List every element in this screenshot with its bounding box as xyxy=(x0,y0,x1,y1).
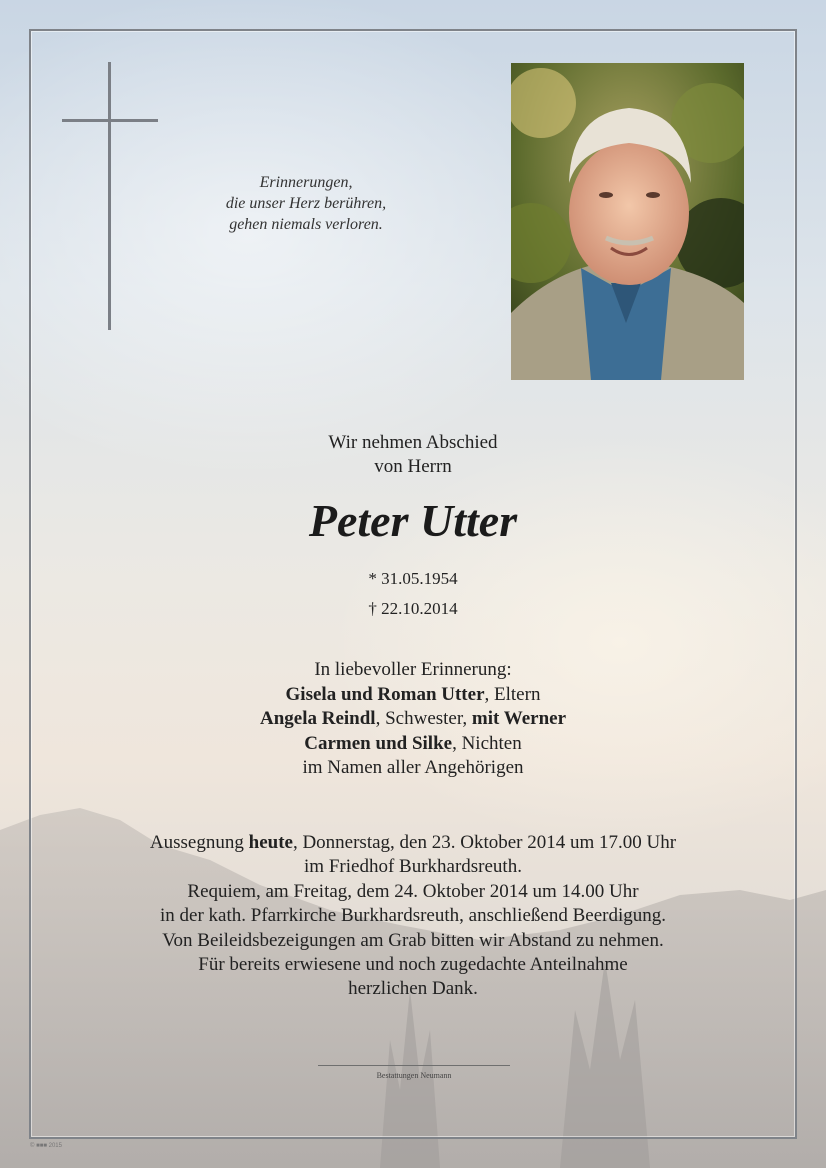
signature-divider xyxy=(318,1065,510,1066)
funeral-emphasis: heute xyxy=(248,832,293,853)
copyright-note: © ■■■ 2015 xyxy=(30,1143,62,1149)
funeral-home-name: Bestattungen Neumann xyxy=(376,1071,452,1080)
funeral-line: Requiem, am Freitag, dem 24. Oktober 2014 um 14.00 Uhr xyxy=(187,880,639,902)
quote-line: die unser Herz berühren, xyxy=(225,195,387,212)
funeral-line xyxy=(0,831,826,855)
funeral-line: Von Beileidsbezeigungen am Grab bitten wir Abstand zu nehmen. xyxy=(162,929,664,951)
intro-line: von Herrn xyxy=(374,456,452,477)
mourners-heading: In liebevoller Erinnerung: xyxy=(314,659,512,680)
cross-icon xyxy=(108,62,111,330)
quote-line: Erinnerungen, xyxy=(259,174,353,191)
funeral-line: herzlichen Dank. xyxy=(348,978,478,1000)
mourner-name: Angela Reindl xyxy=(259,708,376,729)
death-date: † 22.10.2014 xyxy=(368,599,458,618)
funeral-line: in der kath. Pfarrkirche Burkhardsreuth, anschließend Beerdigung. xyxy=(160,905,666,927)
quote-line: gehen niemals verloren. xyxy=(229,216,383,233)
funeral-text: Aussegnung xyxy=(149,832,249,853)
intro-text xyxy=(0,431,826,479)
mourner-name: mit Werner xyxy=(471,708,567,729)
mourner-relation: , Schwester, xyxy=(375,708,472,729)
intro-line: Wir nehmen Abschied xyxy=(328,432,498,453)
funeral-details xyxy=(0,831,826,1002)
mourners-block xyxy=(0,658,826,781)
deceased-name: Peter Utter xyxy=(308,495,518,546)
mourner-name: Carmen und Silke xyxy=(304,732,453,754)
mourner-row xyxy=(0,707,826,732)
funeral-text: , Donnerstag, den 23. Oktober 2014 um 17.00 Uhr xyxy=(292,832,677,853)
mourner-row xyxy=(0,683,826,708)
funeral-line: Für bereits erwiesene und noch zugedachte Anteilnahme xyxy=(198,954,628,976)
mourner-relation: , Nichten xyxy=(452,732,522,754)
memorial-quote xyxy=(176,172,436,235)
funeral-line: im Friedhof Burkhardsreuth. xyxy=(304,856,522,878)
mourner-relation: , Eltern xyxy=(484,683,541,705)
mourner-name: Gisela und Roman Utter xyxy=(285,683,485,705)
birth-date: * 31.05.1954 xyxy=(368,569,458,588)
mourner-row xyxy=(0,732,826,757)
cross-icon-bar xyxy=(62,119,158,122)
mourner-row: im Namen aller Angehörigen xyxy=(302,757,524,778)
portrait-photo xyxy=(511,63,744,380)
